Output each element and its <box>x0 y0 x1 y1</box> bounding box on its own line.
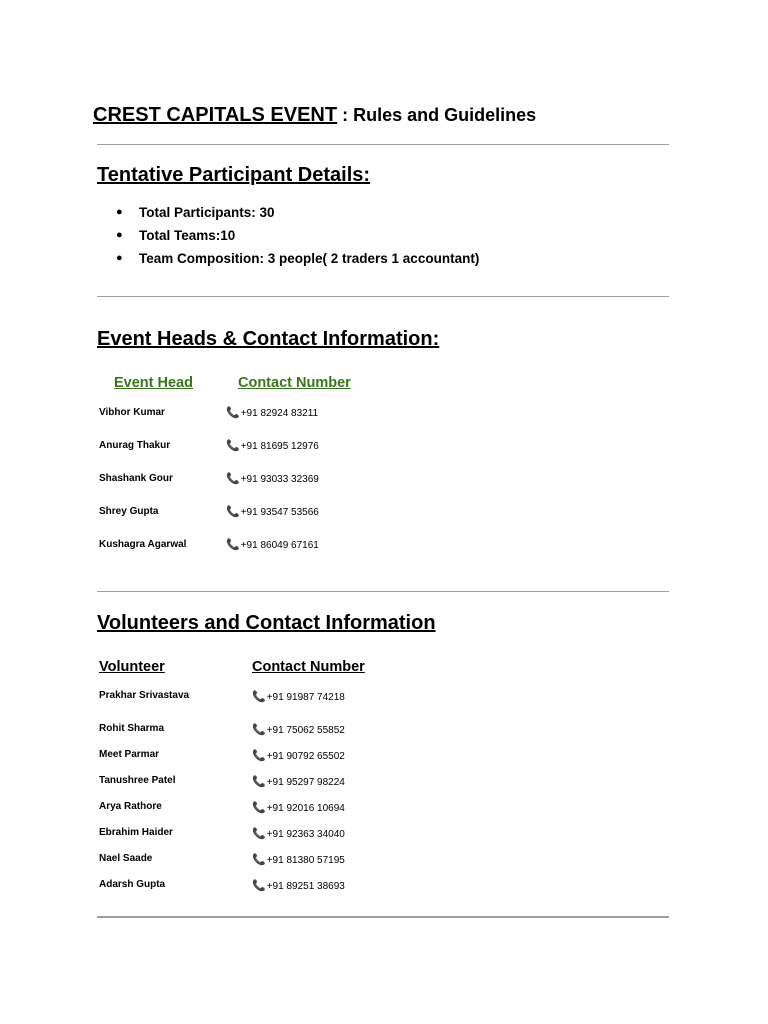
phone-icon: 📞 <box>226 539 240 551</box>
event-head-phone[interactable]: 📞+91 86049 67161 <box>226 539 319 551</box>
event-head-contact-column-header: Contact Number <box>238 375 351 391</box>
event-head-phone[interactable]: 📞+91 82924 83211 <box>226 407 319 419</box>
phone-icon: 📞 <box>252 880 266 892</box>
event-head-name: Kushagra Agarwal <box>99 539 187 550</box>
event-head-name: Shrey Gupta <box>99 506 159 517</box>
phone-icon: 📞 <box>252 776 266 788</box>
volunteer-phone[interactable]: 📞+91 89251 38693 <box>252 880 345 892</box>
volunteer-phone[interactable]: 📞+91 95297 98224 <box>252 776 345 788</box>
event-name: CREST CAPITALS EVENT <box>93 104 338 126</box>
volunteer-phone[interactable]: 📞+91 81380 57195 <box>252 854 345 866</box>
divider <box>97 296 669 297</box>
title-suffix: : Rules and Guidelines <box>337 105 537 125</box>
phone-icon: 📞 <box>252 750 266 762</box>
volunteer-phone[interactable]: 📞+91 90792 65502 <box>252 750 345 762</box>
divider <box>97 916 669 918</box>
volunteer-phone[interactable]: 📞+91 91987 74218 <box>252 691 345 703</box>
bullet-icon: ● <box>116 252 123 264</box>
phone-icon: 📞 <box>252 724 266 736</box>
volunteer-name: Nael Saade <box>99 853 153 864</box>
phone-icon: 📞 <box>226 407 240 419</box>
event-head-column-header: Event Head <box>114 375 193 391</box>
volunteer-name: Ebrahim Haider <box>99 827 173 838</box>
volunteer-name: Arya Rathore <box>99 801 162 812</box>
divider <box>97 144 669 145</box>
volunteer-phone[interactable]: 📞+91 92363 34040 <box>252 828 345 840</box>
phone-icon: 📞 <box>226 440 240 452</box>
event-head-phone[interactable]: 📞+91 93547 53566 <box>226 506 319 518</box>
participants-heading: Tentative Participant Details: <box>97 164 371 186</box>
volunteer-contact-column-header: Contact Number <box>252 659 365 675</box>
participants-list <box>114 204 479 273</box>
list-item: ● Total Teams:10 <box>116 228 236 243</box>
event-head-phone[interactable]: 📞+91 93033 32369 <box>226 473 319 485</box>
divider <box>97 591 669 592</box>
volunteer-name: Meet Parmar <box>99 749 160 760</box>
volunteer-name: Rohit Sharma <box>99 723 165 734</box>
volunteer-name: Prakhar Srivastava <box>99 690 190 701</box>
bullet-icon: ● <box>116 206 123 218</box>
bullet-icon: ● <box>116 229 123 241</box>
phone-icon: 📞 <box>226 506 240 518</box>
volunteer-phone[interactable]: 📞+91 75062 55852 <box>252 724 345 736</box>
event-head-name: Vibhor Kumar <box>99 407 165 418</box>
phone-icon: 📞 <box>252 854 266 866</box>
volunteer-name: Tanushree Patel <box>99 775 176 786</box>
phone-icon: 📞 <box>226 473 240 485</box>
volunteer-phone[interactable]: 📞+91 92016 10694 <box>252 802 345 814</box>
list-item: ● Total Participants: 30 <box>116 205 275 220</box>
phone-icon: 📞 <box>252 802 266 814</box>
event-head-phone[interactable]: 📞+91 81695 12976 <box>226 440 319 452</box>
phone-icon: 📞 <box>252 691 266 703</box>
volunteer-column-header: Volunteer <box>99 659 165 675</box>
event-head-name: Anurag Thakur <box>99 440 171 451</box>
list-item: ● Team Composition: 3 people( 2 traders 1 accountant) <box>116 251 480 266</box>
volunteer-name: Adarsh Gupta <box>99 879 166 890</box>
event-heads-heading: Event Heads & Contact Information: <box>97 328 440 350</box>
document-title <box>93 104 536 127</box>
phone-icon: 📞 <box>252 828 266 840</box>
event-head-name: Shashank Gour <box>99 473 173 484</box>
volunteers-heading: Volunteers and Contact Information <box>97 612 436 634</box>
